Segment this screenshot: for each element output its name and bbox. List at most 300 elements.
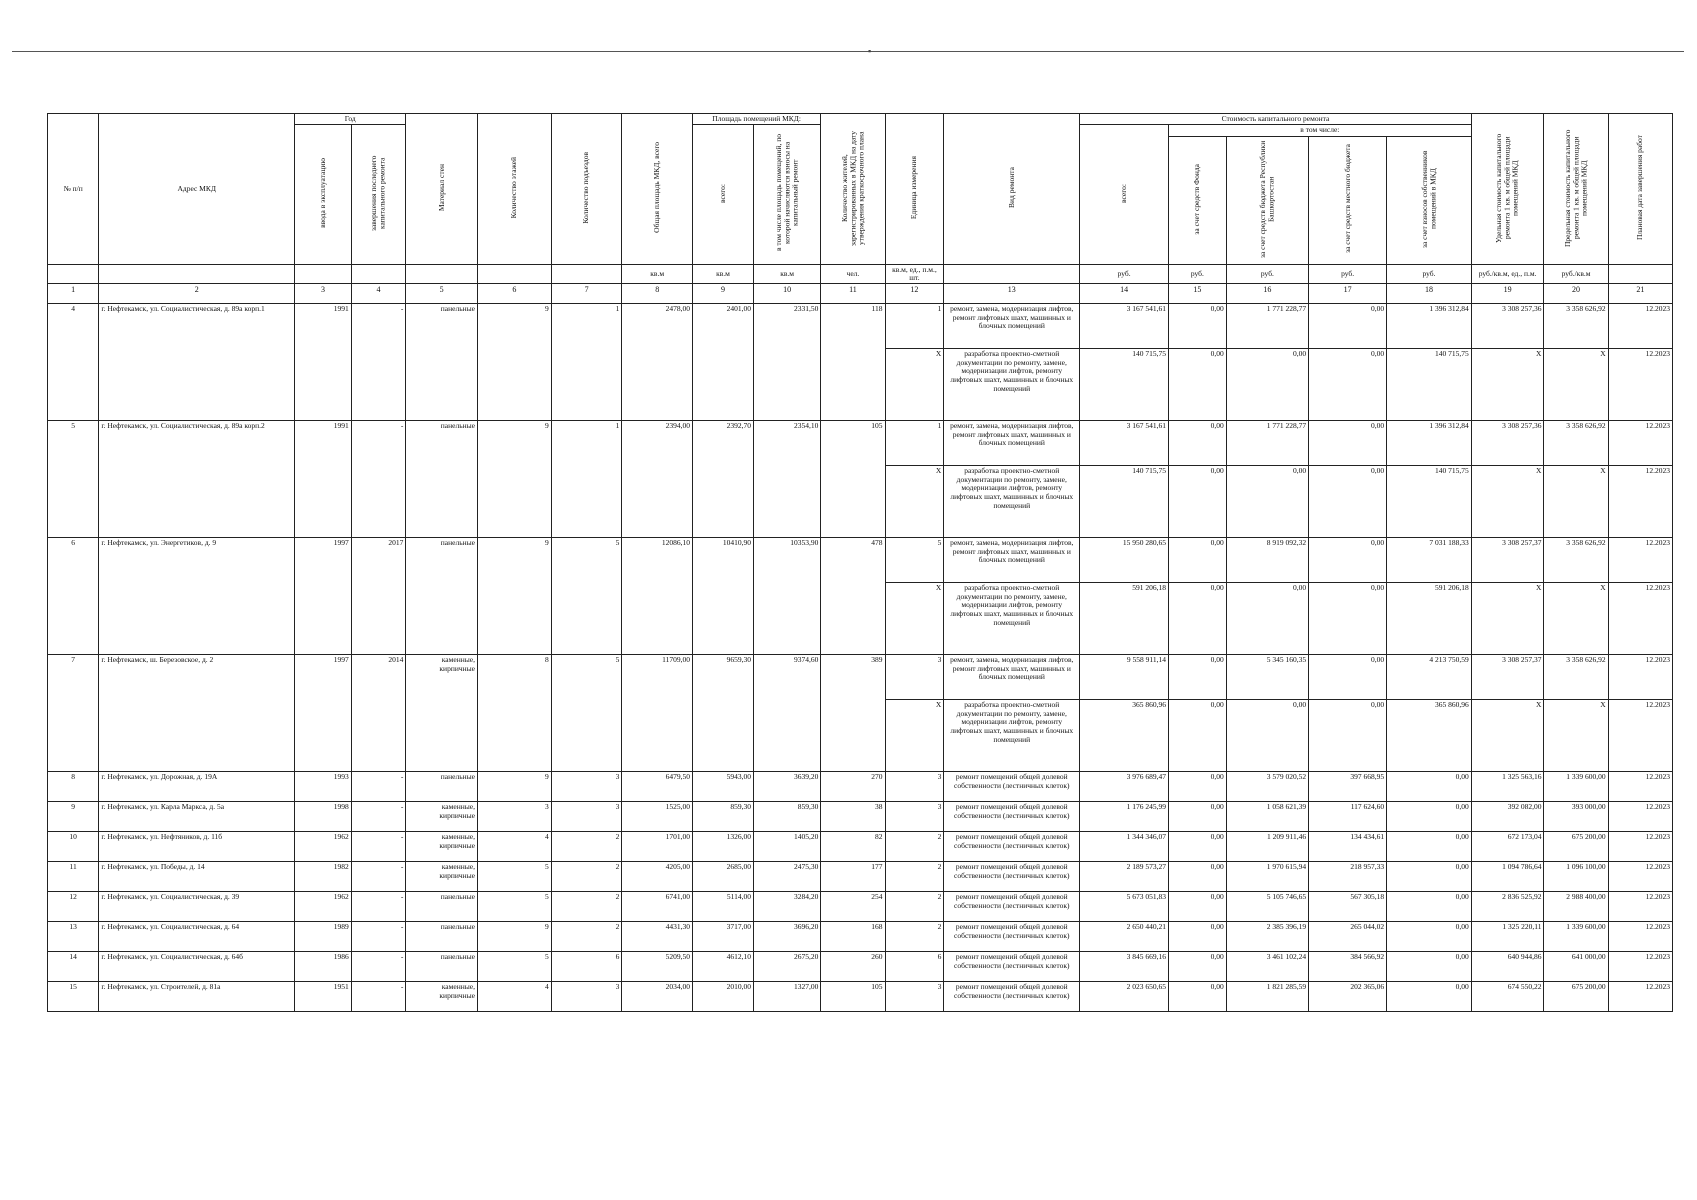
table-row <box>48 538 1673 583</box>
hdr-end-date: Плановая дата завершения работ <box>1608 114 1672 265</box>
resident-count: 478 <box>821 538 885 655</box>
assessed-area: 859,30 <box>753 802 820 832</box>
row-number: 11 <box>48 862 99 892</box>
building-address: г. Нефтекамск, ш. Березовское, д. 2 <box>99 655 295 772</box>
unit-cost: 640 944,86 <box>1471 952 1544 982</box>
work-unit: 3 <box>885 655 944 700</box>
max-unit-cost: 1 339 600,00 <box>1544 772 1608 802</box>
work-unit: 2 <box>885 922 944 952</box>
column-numbers-row <box>48 284 1673 304</box>
year-commission: 1962 <box>295 832 352 862</box>
building-address: г. Нефтекамск, ул. Социалистическая, д. 89а корп.2 <box>99 421 295 538</box>
max-unit-cost: X <box>1544 583 1608 655</box>
repair-kind: разработка проектно-сметной документации по ремонту, замене, модернизации лифтов, ремонту лифтовых шахт, машинных и блочных помещений <box>944 466 1080 538</box>
entrance-count: 2 <box>551 862 622 892</box>
total-area: 12086,10 <box>622 538 693 655</box>
floor-count: 9 <box>478 772 552 802</box>
table-row <box>48 832 1673 862</box>
end-date: 12.2023 <box>1608 655 1672 700</box>
repair-kind: ремонт, замена, модернизация лифтов, ремонт лифтовых шахт, машинных и блочных помещений <box>944 655 1080 700</box>
cost-owners: 140 715,75 <box>1387 349 1472 421</box>
cost-owners: 0,00 <box>1387 982 1472 1012</box>
assessed-area: 2331,50 <box>753 304 820 421</box>
unit-cost: 2 836 525,92 <box>1471 892 1544 922</box>
repair-kind: ремонт помещений общей долевой собственности (лестничных клеток) <box>944 982 1080 1012</box>
cost-owners: 4 213 750,59 <box>1387 655 1472 700</box>
hdr-max-cost: Предельная стоимость капитального ремонта 1 кв. м общей площади помещений МКД <box>1544 114 1608 265</box>
unit-cost: X <box>1471 349 1544 421</box>
cost-local: 117 624,60 <box>1309 802 1387 832</box>
cost-total: 2 650 440,21 <box>1080 922 1169 952</box>
table-row <box>48 655 1673 700</box>
repair-kind: ремонт помещений общей долевой собственности (лестничных клеток) <box>944 922 1080 952</box>
row-number: 8 <box>48 772 99 802</box>
column-number: 16 <box>1226 284 1308 304</box>
cost-owners: 0,00 <box>1387 772 1472 802</box>
hdr-year-last-repair: завершения последнего капитального ремонта <box>351 125 406 264</box>
repair-plan-table <box>47 113 1673 1012</box>
year-commission: 1997 <box>295 538 352 655</box>
column-number: 14 <box>1080 284 1169 304</box>
cost-republic: 3 461 102,24 <box>1226 952 1308 982</box>
assessed-area: 1405,20 <box>753 832 820 862</box>
cost-fund: 0,00 <box>1168 700 1226 772</box>
end-date: 12.2023 <box>1608 700 1672 772</box>
cost-total: 3 976 689,47 <box>1080 772 1169 802</box>
cost-owners: 0,00 <box>1387 922 1472 952</box>
unit-cost: 3 308 257,36 <box>1471 421 1544 466</box>
cost-owners: 365 860,96 <box>1387 700 1472 772</box>
table-row <box>48 421 1673 466</box>
year-last-repair: - <box>351 421 406 538</box>
wall-material: каменные, кирпичные <box>406 832 478 862</box>
wall-material: панельные <box>406 922 478 952</box>
entrance-count: 3 <box>551 802 622 832</box>
cost-total: 9 558 911,14 <box>1080 655 1169 700</box>
total-area: 2394,00 <box>622 421 693 538</box>
cost-total: 1 344 346,07 <box>1080 832 1169 862</box>
work-unit: X <box>885 700 944 772</box>
work-unit: X <box>885 349 944 421</box>
max-unit-cost: 3 358 626,92 <box>1544 655 1608 700</box>
total-area: 6479,50 <box>622 772 693 802</box>
unit-cell <box>944 264 1080 284</box>
hdr-area-total: всего: <box>692 125 753 264</box>
building-address: г. Нефтекамск, ул. Нефтяников, д. 11б <box>99 832 295 862</box>
row-number: 12 <box>48 892 99 922</box>
cost-owners: 0,00 <box>1387 832 1472 862</box>
unit-cell <box>351 264 406 284</box>
floor-count: 5 <box>478 862 552 892</box>
max-unit-cost: 675 200,00 <box>1544 832 1608 862</box>
cost-fund: 0,00 <box>1168 466 1226 538</box>
premises-area: 5943,00 <box>692 772 753 802</box>
premises-area: 3717,00 <box>692 922 753 952</box>
total-area: 2034,00 <box>622 982 693 1012</box>
cost-total: 365 860,96 <box>1080 700 1169 772</box>
year-last-repair: - <box>351 892 406 922</box>
hdr-cost-incl: в том числе: <box>1168 125 1471 136</box>
assessed-area: 2354,10 <box>753 421 820 538</box>
cost-local: 0,00 <box>1309 304 1387 349</box>
cost-local: 397 668,95 <box>1309 772 1387 802</box>
column-number: 6 <box>478 284 552 304</box>
year-last-repair: 2014 <box>351 655 406 772</box>
cost-local: 0,00 <box>1309 583 1387 655</box>
assessed-area: 2675,20 <box>753 952 820 982</box>
work-unit: 2 <box>885 892 944 922</box>
resident-count: 105 <box>821 982 885 1012</box>
work-unit: 1 <box>885 421 944 466</box>
assessed-area: 3696,20 <box>753 922 820 952</box>
column-number: 19 <box>1471 284 1544 304</box>
table-row <box>48 304 1673 349</box>
wall-material: панельные <box>406 892 478 922</box>
floor-count: 9 <box>478 922 552 952</box>
column-number: 21 <box>1608 284 1672 304</box>
wall-material: каменные, кирпичные <box>406 802 478 832</box>
end-date: 12.2023 <box>1608 772 1672 802</box>
floor-count: 5 <box>478 892 552 922</box>
total-area: 6741,00 <box>622 892 693 922</box>
entrance-count: 2 <box>551 892 622 922</box>
work-unit: 2 <box>885 832 944 862</box>
end-date: 12.2023 <box>1608 802 1672 832</box>
cost-republic: 1 209 911,46 <box>1226 832 1308 862</box>
cost-fund: 0,00 <box>1168 583 1226 655</box>
max-unit-cost: 1 339 600,00 <box>1544 922 1608 952</box>
cost-republic: 0,00 <box>1226 349 1308 421</box>
unit-cost: 672 173,04 <box>1471 832 1544 862</box>
repair-kind: разработка проектно-сметной документации по ремонту, замене, модернизации лифтов, ремонту лифтовых шахт, машинных и блочных помещений <box>944 700 1080 772</box>
hdr-cost-total: всего: <box>1080 125 1169 264</box>
building-address: г. Нефтекамск, ул. Социалистическая, д. 64б <box>99 952 295 982</box>
repair-kind: ремонт помещений общей долевой собственности (лестничных клеток) <box>944 892 1080 922</box>
table-row <box>48 772 1673 802</box>
unit-cell: кв.м, ед., п.м., шт. <box>885 264 944 284</box>
hdr-cost-republic: за счет средств бюджета Республики Башкортостан <box>1226 136 1308 264</box>
premises-area: 859,30 <box>692 802 753 832</box>
unit-cost: 3 308 257,37 <box>1471 538 1544 583</box>
work-unit: 3 <box>885 982 944 1012</box>
cost-fund: 0,00 <box>1168 982 1226 1012</box>
top-rule <box>12 51 1684 52</box>
cost-local: 0,00 <box>1309 700 1387 772</box>
resident-count: 118 <box>821 304 885 421</box>
unit-cost: 674 550,22 <box>1471 982 1544 1012</box>
repair-kind: разработка проектно-сметной документации по ремонту, замене, модернизации лифтов, ремонту лифтовых шахт, машинных и блочных помещений <box>944 349 1080 421</box>
assessed-area: 3639,20 <box>753 772 820 802</box>
hdr-area-repair: в том числе площадь помещений, по которой начисляются взносы на капитальный ремонт <box>753 125 820 264</box>
end-date: 12.2023 <box>1608 922 1672 952</box>
work-unit: 5 <box>885 538 944 583</box>
hdr-material: Материал стен <box>406 114 478 265</box>
cost-owners: 7 031 188,33 <box>1387 538 1472 583</box>
cost-fund: 0,00 <box>1168 922 1226 952</box>
total-area: 4431,30 <box>622 922 693 952</box>
floor-count: 9 <box>478 304 552 421</box>
max-unit-cost: X <box>1544 349 1608 421</box>
cost-fund: 0,00 <box>1168 772 1226 802</box>
unit-cost: 392 082,00 <box>1471 802 1544 832</box>
year-last-repair: - <box>351 304 406 421</box>
max-unit-cost: 2 988 400,00 <box>1544 892 1608 922</box>
year-commission: 1962 <box>295 892 352 922</box>
entrance-count: 1 <box>551 421 622 538</box>
table-row <box>48 922 1673 952</box>
hdr-year-group: Год <box>295 114 406 125</box>
unit-cost: 3 308 257,37 <box>1471 655 1544 700</box>
cost-owners: 1 396 312,84 <box>1387 421 1472 466</box>
premises-area: 2685,00 <box>692 862 753 892</box>
end-date: 12.2023 <box>1608 583 1672 655</box>
work-unit: 1 <box>885 304 944 349</box>
hdr-floors: Количество этажей <box>478 114 552 265</box>
end-date: 12.2023 <box>1608 304 1672 349</box>
page-mark: ▪ <box>868 46 872 56</box>
entrance-count: 1 <box>551 304 622 421</box>
row-number: 13 <box>48 922 99 952</box>
work-unit: X <box>885 583 944 655</box>
cost-total: 1 176 245,99 <box>1080 802 1169 832</box>
column-number: 5 <box>406 284 478 304</box>
unit-cell: руб. <box>1226 264 1308 284</box>
total-area: 2478,00 <box>622 304 693 421</box>
floor-count: 3 <box>478 802 552 832</box>
resident-count: 389 <box>821 655 885 772</box>
total-area: 4205,00 <box>622 862 693 892</box>
unit-cell <box>48 264 99 284</box>
unit-cost: X <box>1471 700 1544 772</box>
resident-count: 105 <box>821 421 885 538</box>
cost-fund: 0,00 <box>1168 862 1226 892</box>
year-last-repair: - <box>351 802 406 832</box>
building-address: г. Нефтекамск, ул. Энергетиков, д. 9 <box>99 538 295 655</box>
unit-cell: руб./кв.м <box>1544 264 1608 284</box>
floor-count: 9 <box>478 538 552 655</box>
column-number: 11 <box>821 284 885 304</box>
year-last-repair: - <box>351 832 406 862</box>
column-number: 4 <box>351 284 406 304</box>
cost-total: 3 167 541,61 <box>1080 304 1169 349</box>
premises-area: 1326,00 <box>692 832 753 862</box>
column-number: 12 <box>885 284 944 304</box>
resident-count: 168 <box>821 922 885 952</box>
year-commission: 1991 <box>295 421 352 538</box>
hdr-year-commission: ввода в эксплуатацию <box>295 125 352 264</box>
premises-area: 10410,90 <box>692 538 753 655</box>
cost-fund: 0,00 <box>1168 304 1226 349</box>
cost-total: 140 715,75 <box>1080 349 1169 421</box>
wall-material: каменные, кирпичные <box>406 655 478 772</box>
max-unit-cost: 1 096 100,00 <box>1544 862 1608 892</box>
cost-republic: 1 821 285,59 <box>1226 982 1308 1012</box>
cost-fund: 0,00 <box>1168 349 1226 421</box>
column-number: 9 <box>692 284 753 304</box>
premises-area: 2401,00 <box>692 304 753 421</box>
cost-republic: 3 579 020,52 <box>1226 772 1308 802</box>
column-number: 20 <box>1544 284 1608 304</box>
year-commission: 1986 <box>295 952 352 982</box>
building-address: г. Нефтекамск, ул. Карла Маркса, д. 5а <box>99 802 295 832</box>
table-row <box>48 862 1673 892</box>
repair-kind: ремонт, замена, модернизация лифтов, ремонт лифтовых шахт, машинных и блочных помещений <box>944 421 1080 466</box>
premises-area: 5114,00 <box>692 892 753 922</box>
unit-cost: X <box>1471 583 1544 655</box>
table-row <box>48 952 1673 982</box>
total-area: 11709,00 <box>622 655 693 772</box>
units-row <box>48 264 1673 284</box>
unit-cell: кв.м <box>622 264 693 284</box>
unit-cell <box>99 264 295 284</box>
repair-kind: ремонт помещений общей долевой собственности (лестничных клеток) <box>944 772 1080 802</box>
building-address: г. Нефтекамск, ул. Дорожная, д. 19А <box>99 772 295 802</box>
repair-kind: ремонт, замена, модернизация лифтов, ремонт лифтовых шахт, машинных и блочных помещений <box>944 304 1080 349</box>
cost-owners: 0,00 <box>1387 802 1472 832</box>
cost-fund: 0,00 <box>1168 952 1226 982</box>
repair-kind: ремонт, замена, модернизация лифтов, ремонт лифтовых шахт, машинных и блочных помещений <box>944 538 1080 583</box>
premises-area: 9659,30 <box>692 655 753 772</box>
year-commission: 1997 <box>295 655 352 772</box>
cost-fund: 0,00 <box>1168 655 1226 700</box>
cost-owners: 0,00 <box>1387 952 1472 982</box>
max-unit-cost: 641 000,00 <box>1544 952 1608 982</box>
cost-local: 567 305,18 <box>1309 892 1387 922</box>
building-address: г. Нефтекамск, ул. Социалистическая, д. 89а корп.1 <box>99 304 295 421</box>
hdr-no: № п/п <box>48 114 99 265</box>
cost-republic: 2 385 396,19 <box>1226 922 1308 952</box>
wall-material: каменные, кирпичные <box>406 862 478 892</box>
column-number: 7 <box>551 284 622 304</box>
cost-republic: 1 970 615,94 <box>1226 862 1308 892</box>
max-unit-cost: 3 358 626,92 <box>1544 304 1608 349</box>
unit-cell <box>1608 264 1672 284</box>
end-date: 12.2023 <box>1608 862 1672 892</box>
cost-republic: 5 105 746,65 <box>1226 892 1308 922</box>
cost-republic: 0,00 <box>1226 700 1308 772</box>
column-number: 18 <box>1387 284 1472 304</box>
hdr-entrances: Количество подъездов <box>551 114 622 265</box>
unit-cell: руб. <box>1080 264 1169 284</box>
entrance-count: 2 <box>551 832 622 862</box>
table-row <box>48 802 1673 832</box>
work-unit: X <box>885 466 944 538</box>
assessed-area: 9374,60 <box>753 655 820 772</box>
unit-cost: X <box>1471 466 1544 538</box>
premises-area: 2392,70 <box>692 421 753 538</box>
total-area: 5209,50 <box>622 952 693 982</box>
wall-material: панельные <box>406 952 478 982</box>
cost-local: 0,00 <box>1309 349 1387 421</box>
cost-republic: 1 771 228,77 <box>1226 421 1308 466</box>
cost-fund: 0,00 <box>1168 892 1226 922</box>
hdr-address: Адрес МКД <box>99 114 295 265</box>
year-last-repair: 2017 <box>351 538 406 655</box>
unit-cell: руб. <box>1309 264 1387 284</box>
assessed-area: 10353,90 <box>753 538 820 655</box>
resident-count: 260 <box>821 952 885 982</box>
cost-local: 134 434,61 <box>1309 832 1387 862</box>
unit-cost: 1 325 563,16 <box>1471 772 1544 802</box>
year-last-repair: - <box>351 922 406 952</box>
cost-fund: 0,00 <box>1168 832 1226 862</box>
building-address: г. Нефтекамск, ул. Социалистическая, д. 39 <box>99 892 295 922</box>
wall-material: панельные <box>406 538 478 655</box>
column-number: 1 <box>48 284 99 304</box>
cost-local: 0,00 <box>1309 466 1387 538</box>
unit-cost: 1 325 220,11 <box>1471 922 1544 952</box>
cost-local: 218 957,33 <box>1309 862 1387 892</box>
row-number: 7 <box>48 655 99 772</box>
max-unit-cost: 3 358 626,92 <box>1544 421 1608 466</box>
cost-owners: 1 396 312,84 <box>1387 304 1472 349</box>
row-number: 14 <box>48 952 99 982</box>
year-commission: 1998 <box>295 802 352 832</box>
entrance-count: 3 <box>551 772 622 802</box>
year-commission: 1989 <box>295 922 352 952</box>
row-number: 10 <box>48 832 99 862</box>
unit-cell: руб. <box>1387 264 1472 284</box>
cost-total: 140 715,75 <box>1080 466 1169 538</box>
row-number: 6 <box>48 538 99 655</box>
max-unit-cost: 393 000,00 <box>1544 802 1608 832</box>
repair-kind: ремонт помещений общей долевой собственности (лестничных клеток) <box>944 802 1080 832</box>
year-last-repair: - <box>351 862 406 892</box>
max-unit-cost: 675 200,00 <box>1544 982 1608 1012</box>
work-unit: 2 <box>885 862 944 892</box>
entrance-count: 3 <box>551 982 622 1012</box>
wall-material: панельные <box>406 772 478 802</box>
cost-fund: 0,00 <box>1168 802 1226 832</box>
floor-count: 5 <box>478 952 552 982</box>
floor-count: 4 <box>478 832 552 862</box>
work-unit: 3 <box>885 802 944 832</box>
resident-count: 38 <box>821 802 885 832</box>
hdr-repair-kind: Вид ремонта <box>944 114 1080 265</box>
hdr-cost-fund: за счет средств Фонда <box>1168 136 1226 264</box>
unit-cell <box>295 264 352 284</box>
max-unit-cost: 3 358 626,92 <box>1544 538 1608 583</box>
wall-material: панельные <box>406 304 478 421</box>
max-unit-cost: X <box>1544 466 1608 538</box>
cost-fund: 0,00 <box>1168 421 1226 466</box>
wall-material: панельные <box>406 421 478 538</box>
row-number: 15 <box>48 982 99 1012</box>
cost-total: 2 189 573,27 <box>1080 862 1169 892</box>
table-row <box>48 982 1673 1012</box>
unit-cell: кв.м <box>692 264 753 284</box>
end-date: 12.2023 <box>1608 466 1672 538</box>
cost-total: 15 950 280,65 <box>1080 538 1169 583</box>
unit-cell: чел. <box>821 264 885 284</box>
cost-republic: 1 058 621,39 <box>1226 802 1308 832</box>
end-date: 12.2023 <box>1608 982 1672 1012</box>
hdr-cost-local: за счет средств местного бюджета <box>1309 136 1387 264</box>
cost-total: 591 206,18 <box>1080 583 1169 655</box>
end-date: 12.2023 <box>1608 421 1672 466</box>
end-date: 12.2023 <box>1608 832 1672 862</box>
assessed-area: 3284,20 <box>753 892 820 922</box>
cost-fund: 0,00 <box>1168 538 1226 583</box>
premises-area: 4612,10 <box>692 952 753 982</box>
repair-kind: разработка проектно-сметной документации по ремонту, замене, модернизации лифтов, ремонту лифтовых шахт, машинных и блочных помещений <box>944 583 1080 655</box>
resident-count: 254 <box>821 892 885 922</box>
building-address: г. Нефтекамск, ул. Строителей, д. 81а <box>99 982 295 1012</box>
unit-cell: руб./кв.м, ед., п.м. <box>1471 264 1544 284</box>
column-number: 13 <box>944 284 1080 304</box>
year-last-repair: - <box>351 772 406 802</box>
unit-cost: 1 094 786,64 <box>1471 862 1544 892</box>
